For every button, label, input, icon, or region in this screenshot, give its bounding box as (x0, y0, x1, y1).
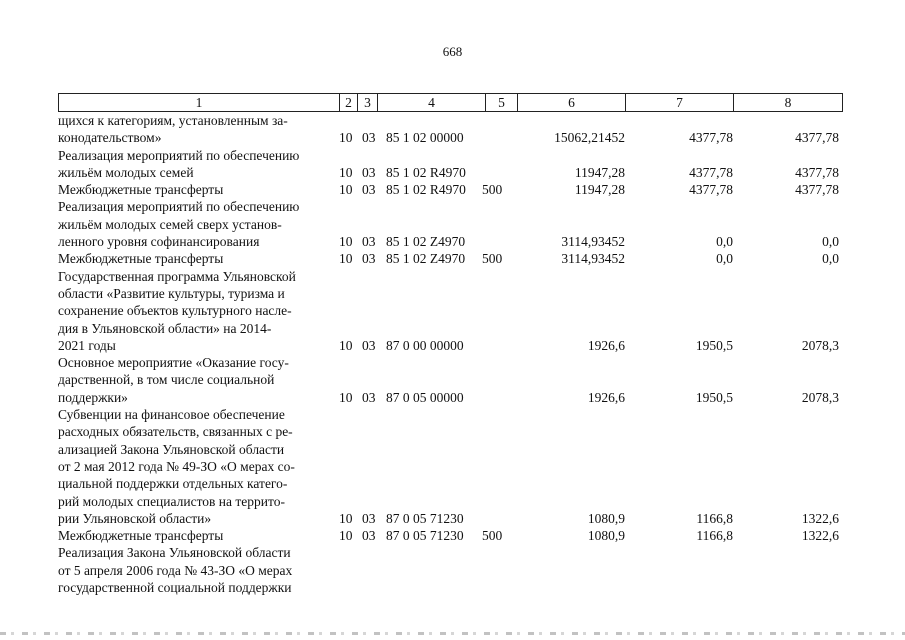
cell-c6: 11947,28 (574, 182, 625, 198)
cell-c8: 4377,78 (795, 130, 839, 146)
table-row (58, 181, 843, 198)
table-row (58, 198, 843, 250)
table-row (58, 354, 843, 406)
cell-c4: 85 1 02 Z4970 (386, 234, 466, 250)
cell-c7: 1950,5 (695, 337, 733, 353)
cell-c4: 85 1 02 00000 (386, 130, 464, 146)
cell-c6: 3114,93452 (561, 234, 625, 250)
table-row (58, 268, 843, 354)
cell-c4: 87 0 05 71230 (386, 528, 464, 544)
cell-c5: 500 (482, 528, 503, 544)
cell-c2: 10 (339, 234, 353, 250)
cell-c6: 11947,28 (574, 164, 625, 180)
description-line: Реализация мероприятий по обеспечению (58, 147, 300, 163)
header-col-4: 4 (428, 95, 435, 110)
cell-c8: 0,0 (822, 251, 839, 267)
cell-c4: 85 1 02 R4970 (386, 182, 466, 198)
cell-c8: 4377,78 (795, 182, 839, 198)
cell-c6: 1926,6 (587, 389, 625, 405)
header-col-6: 6 (568, 95, 575, 110)
description-line: Государственная программа Ульяновской (58, 268, 296, 284)
description-line: сохранение объектов культурного насле- (58, 303, 292, 319)
cell-c8: 1322,6 (801, 510, 839, 526)
cell-c2: 10 (339, 389, 353, 405)
description-line: от 2 мая 2012 года № 49-ЗО «О мерах со- (58, 458, 295, 474)
cell-c3: 03 (362, 528, 376, 544)
cell-c8: 1322,6 (801, 528, 839, 544)
description-line: Основное мероприятие «Оказание госу- (58, 355, 289, 371)
cell-c3: 03 (362, 130, 376, 146)
cell-c5: 500 (482, 182, 503, 198)
row-description (58, 354, 340, 406)
description-line: конодательством» (58, 130, 162, 146)
row-description (58, 406, 340, 527)
description-line: Межбюджетные трансферты (58, 251, 224, 267)
page-number: 668 (442, 44, 463, 59)
cell-c8: 4377,78 (795, 164, 839, 180)
cell-c3: 03 (362, 182, 376, 198)
cell-c3: 03 (362, 389, 376, 405)
description-line: области «Развитие культуры, туризма и (58, 285, 285, 301)
cell-c7: 0,0 (716, 251, 733, 267)
cell-c3: 03 (362, 164, 376, 180)
row-description (58, 198, 340, 250)
cell-c3: 03 (362, 251, 376, 267)
row-description (58, 250, 340, 267)
cell-c7: 1166,8 (696, 528, 733, 544)
row-description (58, 268, 340, 354)
table-body (58, 112, 843, 596)
cell-c7: 1950,5 (695, 389, 733, 405)
cell-c2: 10 (339, 510, 353, 526)
description-line: дарственной, в том числе социальной (58, 372, 275, 388)
cell-c6: 1080,9 (587, 528, 625, 544)
cell-c8: 2078,3 (801, 389, 839, 405)
cell-c5: 500 (482, 251, 503, 267)
description-line: рии Ульяновской области» (58, 510, 212, 526)
cell-c6: 15062,21452 (554, 130, 625, 146)
description-line: Реализация Закона Ульяновской области (58, 545, 291, 561)
cell-c2: 10 (339, 182, 353, 198)
row-description (58, 181, 340, 198)
budget-table (58, 93, 843, 596)
cell-c4: 87 0 05 00000 (386, 389, 464, 405)
description-line: ализацией Закона Ульяновской области (58, 441, 285, 457)
cell-c2: 10 (339, 251, 353, 267)
header-col-2: 2 (345, 95, 352, 110)
row-description (58, 527, 340, 544)
description-line: расходных обязательств, связанных с ре- (58, 424, 293, 440)
scan-edge (0, 632, 905, 635)
table-row (58, 250, 843, 267)
description-line: государственной социальной поддержки (58, 580, 292, 596)
cell-c2: 10 (339, 528, 353, 544)
description-line: 2021 годы (58, 337, 116, 353)
cell-c7: 0,0 (716, 234, 733, 250)
description-line: Субвенции на финансовое обеспечение (58, 407, 285, 423)
cell-c2: 10 (339, 130, 353, 146)
description-line: Межбюджетные трансферты (58, 182, 224, 198)
cell-c7: 1166,8 (696, 510, 733, 526)
cell-c7: 4377,78 (689, 130, 733, 146)
cell-c4: 85 1 02 Z4970 (386, 251, 466, 267)
table-header (58, 93, 843, 112)
header-col-7: 7 (676, 95, 683, 110)
table-row (58, 147, 843, 182)
cell-c3: 03 (362, 510, 376, 526)
cell-c8: 2078,3 (801, 337, 839, 353)
header-col-8: 8 (784, 95, 792, 110)
cell-c3: 03 (362, 234, 376, 250)
cell-c7: 4377,78 (689, 164, 733, 180)
table-row (58, 527, 843, 544)
description-line: от 5 апреля 2006 года № 43-ЗО «О мерах (58, 562, 293, 578)
header-col-5: 5 (498, 95, 505, 110)
header-col-3: 3 (364, 95, 371, 110)
row-description (58, 147, 340, 182)
cell-c8: 0,0 (822, 234, 839, 250)
cell-c6: 3114,93452 (561, 251, 625, 267)
description-line: жильём молодых семей (58, 164, 194, 180)
table-row (58, 112, 843, 147)
description-line: поддержки» (58, 389, 128, 405)
description-line: циальной поддержки отдельных катего- (58, 476, 288, 492)
cell-c3: 03 (362, 337, 376, 353)
row-description (58, 112, 340, 147)
cell-c4: 85 1 02 R4970 (386, 164, 466, 180)
description-line: ленного уровня софинансирования (58, 234, 260, 250)
description-line: Межбюджетные трансферты (58, 528, 224, 544)
cell-c6: 1926,6 (587, 337, 625, 353)
description-line: щихся к категориям, установленным за- (58, 113, 288, 128)
cell-c2: 10 (339, 164, 353, 180)
cell-c2: 10 (339, 337, 353, 353)
description-line: дия в Ульяновской области» на 2014- (58, 320, 272, 336)
table-row (58, 406, 843, 527)
cell-c4: 87 0 00 00000 (386, 337, 464, 353)
table-row (58, 544, 843, 596)
description-line: Реализация мероприятий по обеспечению (58, 199, 300, 215)
row-description (58, 544, 340, 596)
cell-c6: 1080,9 (587, 510, 625, 526)
description-line: жильём молодых семей сверх установ- (58, 216, 282, 232)
cell-c7: 4377,78 (689, 182, 733, 198)
description-line: рий молодых специалистов на террито- (58, 493, 285, 509)
header-col-1: 1 (195, 95, 203, 110)
cell-c4: 87 0 05 71230 (386, 510, 464, 526)
